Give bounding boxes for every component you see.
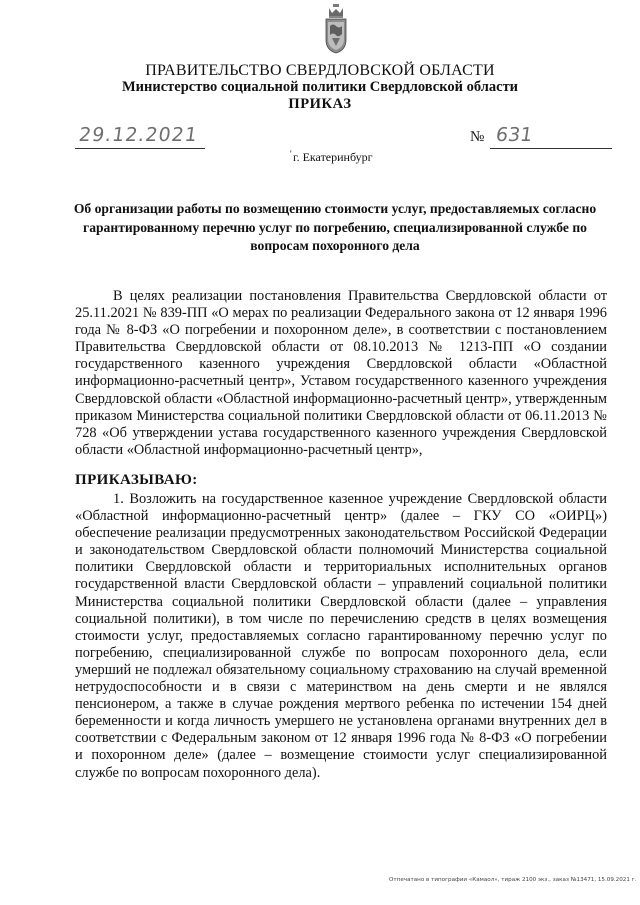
document-type: ПРИКАЗ [288,96,352,112]
government-name: ПРАВИТЕЛЬСТВО СВЕРДЛОВСКОЙ ОБЛАСТИ [145,62,495,79]
number-underline [490,124,612,149]
print-footer: Отпечатано в типографии «Камаол», тираж 2100 экз., заказ №13471, 15.09.2021 г. [389,877,637,883]
date-field [75,124,205,149]
order-number: 631 [494,124,534,146]
item-1-paragraph [75,491,607,782]
ministry-name: Министерство социальной политики Свердловской области [121,79,519,95]
item-1-number: 1. [113,491,124,507]
number-sign: № [470,129,485,145]
order-title: Об организации работы по возмещению стоимости услуг, предоставляемых согласно гарантированному перечню услуг по погребению, специализированной службе по вопросам похоронного дела [73,201,597,253]
order-date: 29.12.2021 [77,124,200,146]
preamble-paragraph: В целях реализации постановления Правительства Свердловской области от 25.11.2021 № 839-ПП «О мерах по реализации Федерального закона от 12 января 1996 года № 8-ФЗ «О погребении и похоронном деле», в соответствии с постановлением Правительства Свердловской области от 08.10.2013 № 1213-ПП «О создании государственного казенного учреждения Свердловской области «Областной информационно-расчетный центр», Уставом государственного казенного учреждения Свердловской области «Областной информационно-расчетный центр», утвержденным приказом Министерства социальной политики Свердловской области от 06.11.2013 № 728 «Об утверждении устава государственного казенного учреждения Свердловской области «Областной информационно-расчетный центр», [75,288,607,458]
item-1-text: Возложить на государственное казенное учреждение Свердловской области «Областной информационно-расчетный центр» (далее – ГКУ СО «ОИРЦ») обеспечение реализации предусмотренных законодательством Российской Федерации и законодательством Свердловской области полномочий Министерства социальной политики Свердловской области и территориальных исполнительных органов государственной власти Свердловской области – управлений социальной политики Министерства социальной политики Свердловской области (далее – управления социальной политики), в том числе по перечислению средств в целях возмещения стоимости услуг, предоставляемых согласно гарантированному перечню услуг по погребению, специализированной службе по вопросам похоронного дела, если умерший не подлежал обязательному социальному страхованию на случай временной нетрудоспособности и в связи с материнством на день смерти и не являлся пенсионером, а также в случае рождения мертвого ребенка по истечении 154 дней беременности и когда личность умершего не установлена органами внутренних дел в соответствии с Федеральным законом от 12 января 1996 года № 8-ФЗ «О погребении и похоронном деле» (далее – возмещение стоимости услуг специализированной службе по вопросам похоронного дела). [75,491,607,781]
city-marker: ' [290,149,292,159]
order-keyword: ПРИКАЗЫВАЮ: [75,472,198,488]
number-field [470,124,612,148]
city: г. Екатеринбург [293,150,373,164]
coat-of-arms-icon [324,4,348,54]
